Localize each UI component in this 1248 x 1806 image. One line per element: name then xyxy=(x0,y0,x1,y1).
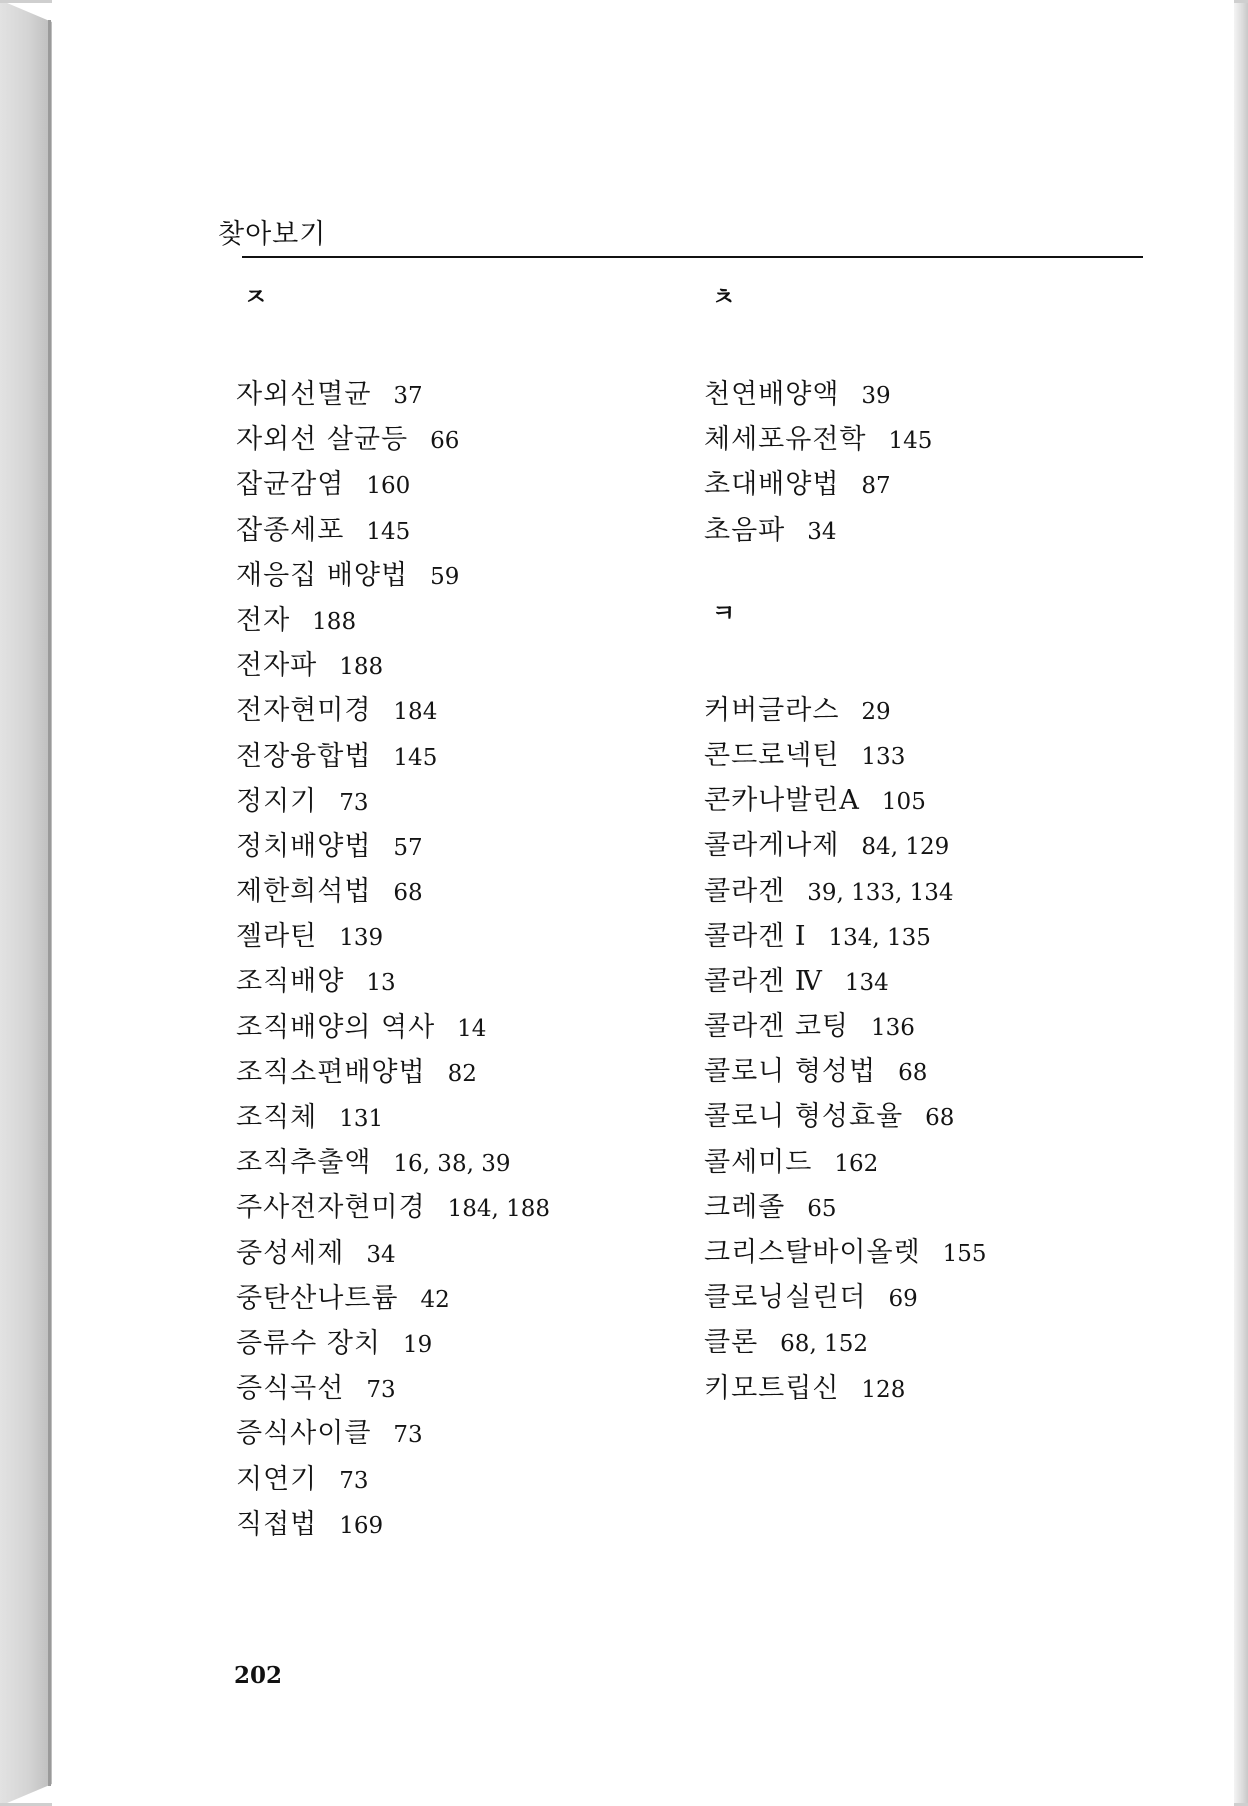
index-page-refs: 42 xyxy=(420,1286,450,1313)
index-page-refs: 105 xyxy=(881,789,926,816)
index-page-refs: 29 xyxy=(861,698,891,725)
index-entry xyxy=(236,1140,676,1185)
index-page-refs: 134, 135 xyxy=(828,924,931,951)
index-page-refs: 82 xyxy=(447,1060,477,1087)
index-page-refs: 145 xyxy=(366,518,411,545)
index-term: 콘드로넥틴 xyxy=(704,739,840,771)
index-term: 조직배양의 역사 xyxy=(236,1011,436,1043)
index-term: 잡종세포 xyxy=(236,514,345,546)
index-entry xyxy=(236,959,676,1004)
index-entry xyxy=(704,417,1144,462)
index-page-refs: 69 xyxy=(888,1286,918,1313)
index-page-refs: 13 xyxy=(366,970,396,997)
index-page-refs: 16, 38, 39 xyxy=(393,1151,511,1178)
index-term: 정치배양법 xyxy=(236,830,372,862)
index-column-right xyxy=(704,282,1144,1456)
index-term: 직접법 xyxy=(236,1508,318,1540)
index-term: 키모트립신 xyxy=(704,1372,840,1404)
header-rule xyxy=(242,256,1143,258)
index-term: 초대배양법 xyxy=(704,469,840,501)
index-term: 천연배양액 xyxy=(704,379,840,410)
index-entry xyxy=(236,643,676,688)
index-term: 조직소편배양법 xyxy=(236,1056,426,1088)
index-term: 지연기 xyxy=(236,1463,318,1495)
index-page-refs: 136 xyxy=(871,1015,915,1042)
index-entry xyxy=(236,1366,676,1411)
index-page-refs: 66 xyxy=(430,428,460,455)
index-entry xyxy=(236,869,676,914)
index-page-refs: 128 xyxy=(861,1376,906,1403)
index-entry xyxy=(236,779,676,824)
index-entry xyxy=(704,1185,1144,1230)
index-page-refs: 39, 133, 134 xyxy=(807,879,954,906)
index-page-refs: 68 xyxy=(898,1060,928,1087)
index-page-refs: 65 xyxy=(807,1195,837,1222)
index-term: 중탄산나트륨 xyxy=(236,1282,399,1314)
index-term: 초음파 xyxy=(704,514,786,546)
index-term: 재응집 배양법 xyxy=(236,559,409,591)
index-entry xyxy=(704,959,1144,1004)
index-term: 중성세제 xyxy=(236,1237,345,1269)
index-page-refs: 134 xyxy=(844,969,889,996)
index-entry xyxy=(236,824,676,869)
index-term: 조직배양 xyxy=(236,966,345,998)
index-term: 젤라틴 xyxy=(236,921,318,953)
index-entry xyxy=(704,1049,1144,1094)
index-page-refs: 34 xyxy=(807,518,837,545)
group-letter: ㅋ xyxy=(712,598,736,627)
index-term: 전장융합법 xyxy=(236,740,372,772)
index-term: 콜세미드 xyxy=(704,1146,813,1178)
index-page-refs: 188 xyxy=(312,608,357,635)
index-entry xyxy=(704,1140,1144,1185)
index-page-refs: 139 xyxy=(339,925,384,952)
index-group xyxy=(704,598,1144,1411)
book-spine xyxy=(0,0,52,1806)
group-spacer xyxy=(236,327,676,372)
index-page-refs: 145 xyxy=(393,744,438,771)
index-term: 콜라게나제 xyxy=(704,830,840,862)
index-entry xyxy=(236,1005,676,1050)
index-entry xyxy=(704,1094,1144,1139)
index-term: 정지기 xyxy=(236,785,318,817)
index-page-refs: 155 xyxy=(942,1241,987,1267)
index-entry xyxy=(236,734,676,779)
index-term: 자외선 살균등 xyxy=(236,424,409,456)
index-term: 전자현미경 xyxy=(236,695,372,727)
index-page-refs: 145 xyxy=(888,428,933,455)
index-page-refs: 73 xyxy=(393,1422,423,1449)
index-term: 증류수 장치 xyxy=(236,1327,381,1359)
index-entry xyxy=(236,553,676,598)
index-page-refs: 68 xyxy=(925,1105,955,1132)
index-entry xyxy=(704,869,1144,914)
index-page-refs: 162 xyxy=(834,1150,879,1177)
index-page-refs: 73 xyxy=(366,1377,396,1404)
index-entry xyxy=(236,1185,676,1230)
index-term: 크리스탈바이올렛 xyxy=(704,1237,921,1268)
index-page-refs: 57 xyxy=(393,834,423,861)
index-page-refs: 184, 188 xyxy=(447,1196,550,1223)
index-page-refs: 184 xyxy=(393,699,438,726)
index-term: 클로닝실린더 xyxy=(704,1282,867,1314)
index-term: 증식사이클 xyxy=(236,1418,372,1450)
index-entry xyxy=(236,598,676,643)
group-spacer xyxy=(704,327,1144,372)
index-entry xyxy=(236,1050,676,1095)
index-page-refs: 131 xyxy=(339,1106,384,1132)
page-edge-right xyxy=(1234,0,1248,1806)
index-entry xyxy=(236,1502,676,1547)
index-page-refs: 39 xyxy=(861,383,891,409)
index-term: 클론 xyxy=(704,1327,759,1359)
index-entry xyxy=(704,778,1144,823)
index-entry xyxy=(704,1275,1144,1320)
index-page-refs: 133 xyxy=(861,743,906,770)
index-page-refs: 84, 129 xyxy=(861,834,950,861)
index-entry xyxy=(704,372,1144,417)
index-page-refs: 169 xyxy=(339,1512,384,1539)
index-entry xyxy=(704,823,1144,868)
index-entry xyxy=(704,1366,1144,1411)
index-entry xyxy=(236,462,676,507)
index-page-refs: 160 xyxy=(366,473,411,500)
index-entry xyxy=(704,733,1144,778)
index-term: 콜라겐 코팅 xyxy=(704,1011,849,1043)
index-term: 커버글라스 xyxy=(704,694,840,726)
index-entry xyxy=(236,417,676,462)
index-entry xyxy=(236,1411,676,1456)
index-term: 자외선멸균 xyxy=(236,379,372,410)
index-page-refs: 188 xyxy=(339,654,384,681)
index-entry xyxy=(236,688,676,733)
index-term: 콜로니 형성효율 xyxy=(704,1101,904,1133)
index-page-refs: 19 xyxy=(403,1331,433,1358)
index-entry xyxy=(236,914,676,959)
index-page-refs: 87 xyxy=(861,473,891,500)
index-entry xyxy=(704,508,1144,553)
index-group xyxy=(236,282,676,1547)
group-letter: ㅊ xyxy=(712,283,736,311)
index-entry xyxy=(236,372,676,417)
index-page-refs: 59 xyxy=(430,563,460,590)
index-entry xyxy=(236,1231,676,1276)
index-term: 조직체 xyxy=(236,1102,318,1133)
index-page-refs: 68 xyxy=(393,880,423,907)
index-entry xyxy=(704,1004,1144,1049)
index-term: 체세포유전학 xyxy=(704,424,867,456)
index-column-left xyxy=(236,282,676,1592)
index-page-refs: 14 xyxy=(457,1015,487,1042)
index-term: 잡균감염 xyxy=(236,469,345,501)
index-term: 크레졸 xyxy=(704,1191,786,1223)
index-term: 전자 xyxy=(236,604,291,636)
index-term: 콜라겐 Ⅳ xyxy=(704,965,823,997)
index-page-refs: 34 xyxy=(366,1241,396,1268)
index-entry xyxy=(236,508,676,553)
index-group xyxy=(704,282,1144,553)
page-header-title: 찾아보기 xyxy=(218,219,327,250)
spine-edge xyxy=(48,20,51,1786)
index-page xyxy=(52,0,1234,1806)
index-term: 콜라겐 Ⅰ xyxy=(704,920,807,952)
index-term: 증식곡선 xyxy=(236,1373,345,1405)
index-term: 콜라겐 xyxy=(704,875,786,907)
index-entry xyxy=(704,1230,1144,1275)
index-page-refs: 37 xyxy=(393,383,423,409)
index-entry xyxy=(236,1276,676,1321)
index-entry xyxy=(704,462,1144,507)
index-term: 콘카나발린A xyxy=(704,785,860,817)
index-term: 제한희석법 xyxy=(236,876,372,908)
index-term: 콜로니 형성법 xyxy=(704,1056,877,1088)
index-entry xyxy=(236,1321,676,1366)
index-entry xyxy=(704,1320,1144,1365)
index-page-refs: 68, 152 xyxy=(780,1331,868,1358)
index-term: 주사전자현미경 xyxy=(236,1192,426,1224)
index-term: 조직추출액 xyxy=(236,1147,372,1179)
index-entry xyxy=(704,688,1144,733)
index-entry xyxy=(236,1457,676,1502)
group-spacer xyxy=(704,643,1144,688)
index-page-refs: 73 xyxy=(339,1467,369,1494)
page-number: 202 xyxy=(234,1662,283,1689)
index-entry xyxy=(236,1095,676,1140)
index-term: 전자파 xyxy=(236,650,318,682)
index-entry xyxy=(704,914,1144,959)
index-page-refs: 73 xyxy=(339,789,369,816)
group-letter: ㅈ xyxy=(244,283,268,311)
